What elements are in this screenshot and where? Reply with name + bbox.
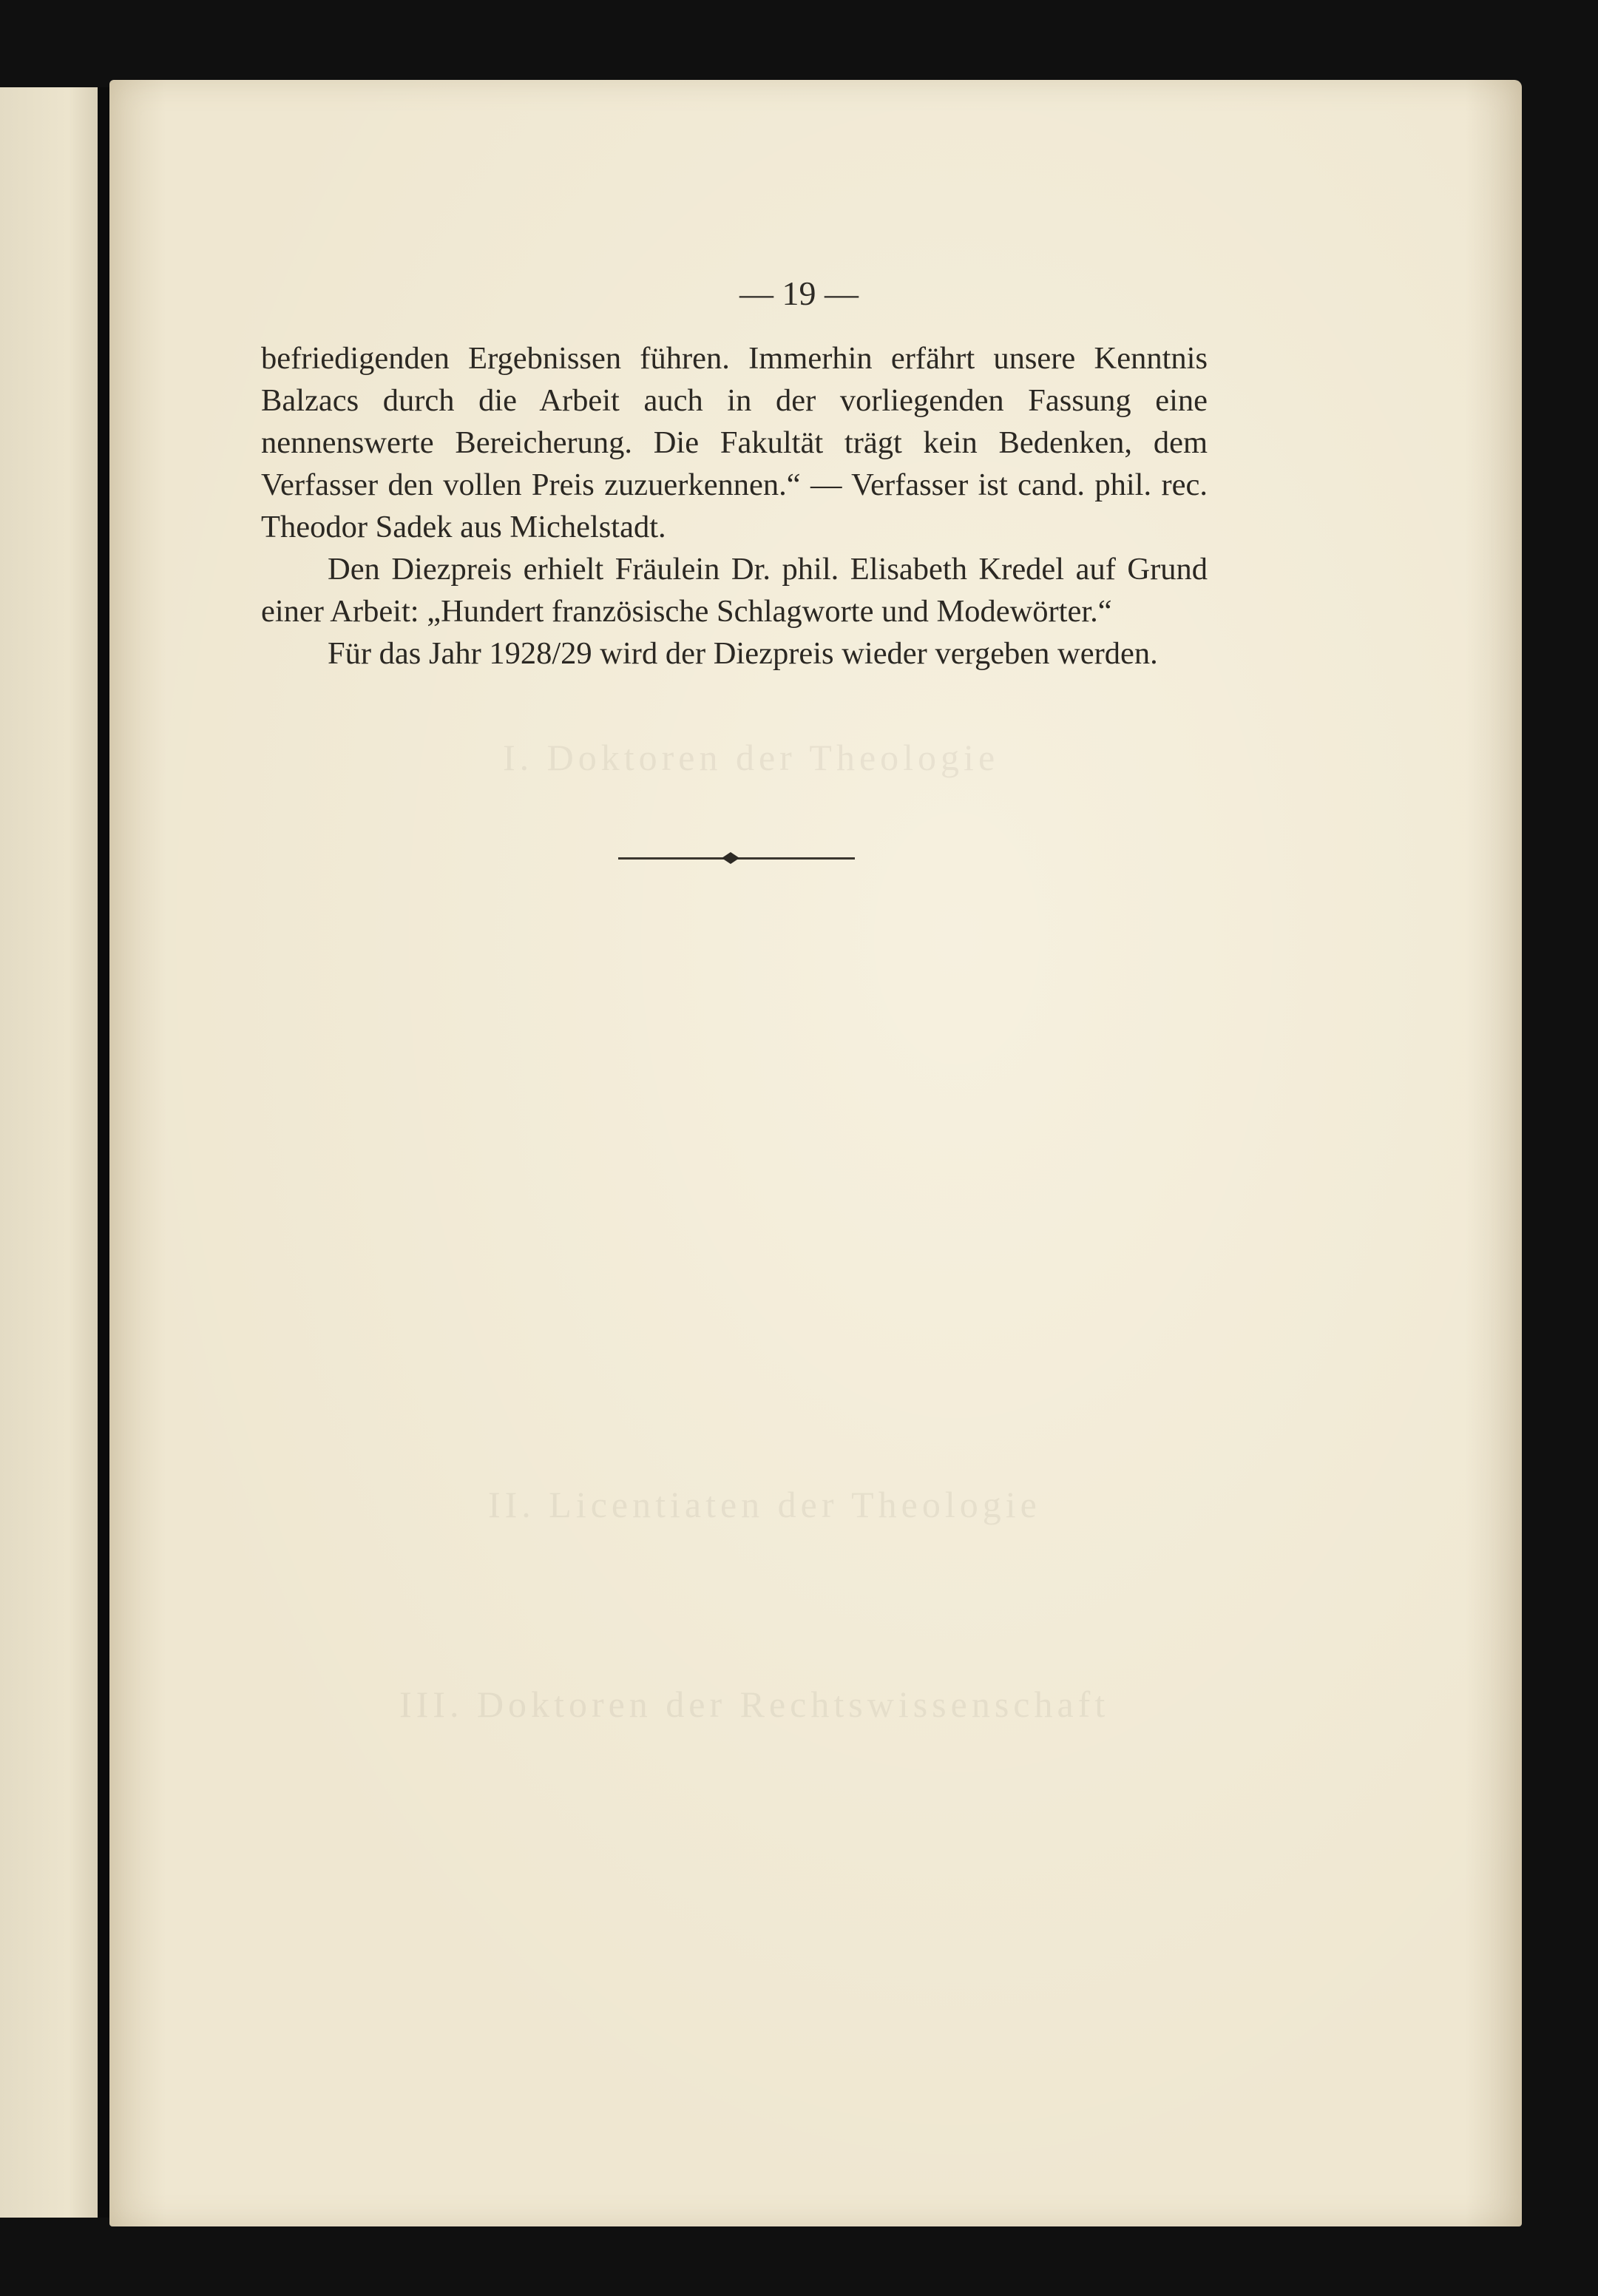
- paragraph-1: befriedigenden Ergebnissen führen. Immerhin erfährt unsere Kenntnis Balzacs durch die Arbeit auch in der vorliegenden Fassung eine nennenswerte Bereicherung. Die Fakultät trägt kein Bedenken, dem Verfasser den vollen Preis zuzuerkennen.“ — Verfasser ist cand. phil. rec. Theodor Sadek aus Michelstadt.: [261, 341, 1208, 544]
- paragraph-3: Für das Jahr 1928/29 wird der Diezpreis wieder vergeben werden.: [328, 636, 1158, 671]
- page-gutter: [98, 87, 109, 2218]
- page-number: — 19 —: [739, 274, 859, 312]
- show-through-heading-1: I. Doktoren der Theologie: [503, 737, 1000, 778]
- show-through-heading-2: II. Licentiaten der Theologie: [488, 1484, 1041, 1525]
- body-text: [261, 337, 1208, 675]
- paragraph-2: Den Diezpreis erhielt Fräulein Dr. phil. Elisabeth Kredel auf Grund einer Arbeit: „Hundert französische Schlagworte und Modewörter.“: [261, 552, 1208, 629]
- left-page-edge: [0, 87, 98, 2218]
- show-through-heading-3: III. Doktoren der Rechtswissenschaft: [399, 1684, 1110, 1725]
